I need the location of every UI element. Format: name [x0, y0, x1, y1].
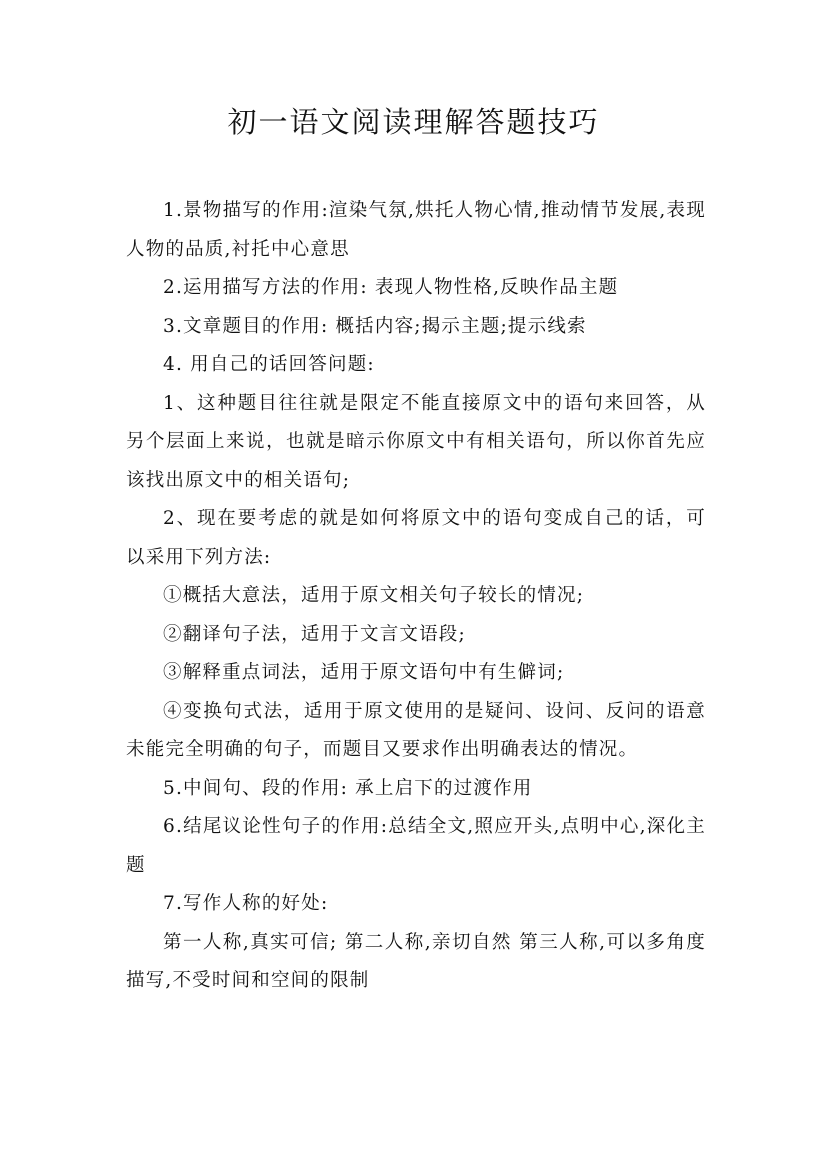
paragraph-scenery-description: 1.景物描写的作用:渲染气氛,烘托人物心情,推动情节发展,表现人物的品质,衬托中心意思 — [126, 200, 706, 260]
paragraph-narrative-person-heading: 7.写作人称的好处: — [163, 893, 329, 914]
paragraph-own-words-heading: 4. 用自己的话回答问题: — [163, 354, 375, 375]
page-title: 初一语文阅读理解答题技巧 — [227, 105, 600, 139]
paragraph-narrative-person-detail: 第一人称,真实可信; 第二人称,亲切自然 第三人称,可以多角度描写,不受时间和空间的限制 — [126, 931, 706, 991]
paragraph-ending-sentence: 6.结尾议论性句子的作用:总结全文,照应开头,点明中心,深化主题 — [126, 816, 706, 876]
paragraph-middle-sentence: 5.中间句、段的作用: 承上启下的过渡作用 — [163, 777, 533, 799]
paragraph-method-summarize: ①概括大意法，适用于原文相关句子较长的情况; — [163, 585, 585, 606]
paragraph-method-explain: ③解释重点词法，适用于原文语句中有生僻词; — [163, 662, 565, 683]
paragraph-article-title: 3.文章题目的作用: 概括内容;揭示主题;提示线索 — [163, 315, 587, 337]
paragraph-description-methods: 2.运用描写方法的作用: 表现人物性格,反映作品主题 — [163, 277, 619, 298]
paragraph-method-translate: ②翻译句子法，适用于文言文语段; — [163, 623, 466, 645]
paragraph-method-transform: ④变换句式法，适用于原文使用的是疑问、设问、反问的语意未能完全明确的句子，而题目又要求作出明确表达的情况。 — [126, 700, 706, 760]
document-body — [126, 192, 706, 1001]
paragraph-own-words-step-1: 1、这种题目往往就是限定不能直接原文中的语句来回答，从另个层面上来说，也就是暗示你原文中有相关语句，所以你首先应该找出原文中的相关语句; — [126, 392, 706, 491]
paragraph-own-words-step-2: 2、现在要考虑的就是如何将原文中的语句变成自己的话，可以采用下列方法: — [126, 508, 706, 568]
